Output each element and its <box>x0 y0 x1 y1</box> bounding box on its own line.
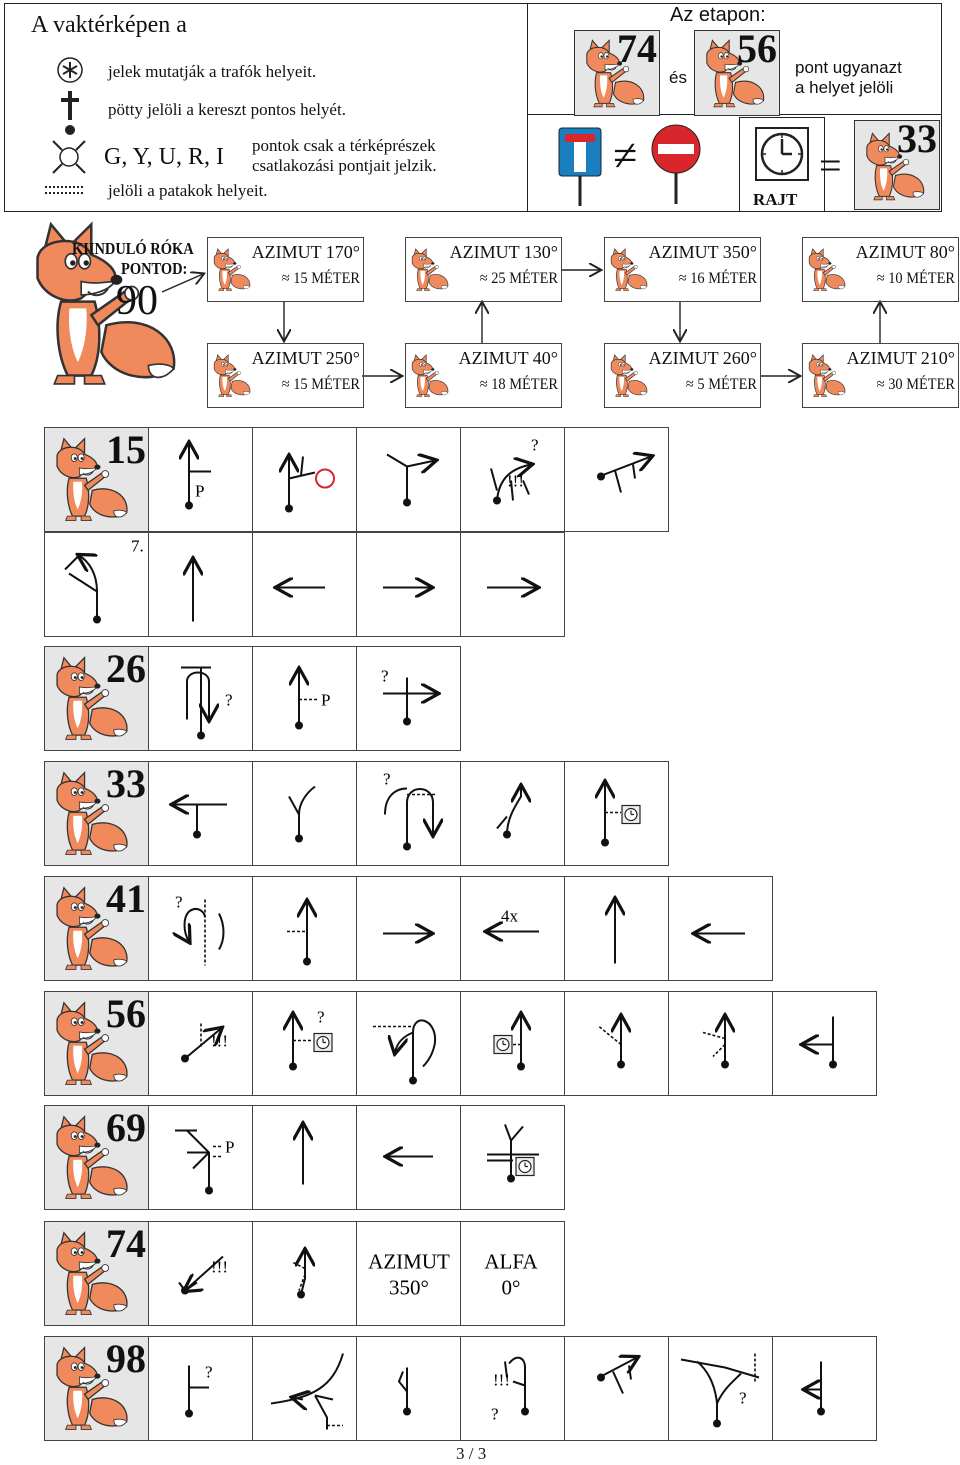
fox-illustration <box>406 346 450 406</box>
route-symbol <box>565 877 669 982</box>
svg-text:0°: 0° <box>501 1275 521 1300</box>
route-symbol <box>357 647 461 752</box>
fox-illustration <box>208 346 252 406</box>
azimuth-distance: ≈ 18 MÉTER <box>479 376 558 393</box>
svg-text:!!!: !!! <box>507 471 524 491</box>
route-symbol <box>149 1106 253 1211</box>
route-symbol-cell <box>772 991 877 1096</box>
route-symbol-cell <box>460 1336 565 1441</box>
legend-line-3b: csatlakozási pontjait jelzik. <box>252 156 437 175</box>
azimuth-step <box>802 343 959 408</box>
legend-letters: G, Y, U, R, I <box>104 144 225 170</box>
azimuth-step <box>207 237 364 302</box>
azimuth-distance: ≈ 5 MÉTER <box>685 376 757 393</box>
row-fox-card <box>44 1221 149 1326</box>
fox-illustration <box>803 240 847 300</box>
route-symbol-cell <box>252 761 357 866</box>
azimuth-angle: AZIMUT 80° <box>855 242 955 262</box>
route-symbol-cell <box>252 646 357 751</box>
svg-text:?: ? <box>531 435 539 455</box>
fox-illustration <box>803 346 847 406</box>
and-label: és <box>669 68 687 87</box>
route-symbol-cell <box>356 427 461 532</box>
azimuth-angle: AZIMUT 260° <box>648 348 757 368</box>
fox-illustration <box>605 346 649 406</box>
row-number: 56 <box>106 991 146 1036</box>
route-symbol-cell <box>356 646 461 751</box>
route-symbol-cell <box>148 1221 253 1326</box>
not-equal-sign: ≠ <box>613 131 638 180</box>
azimuth-angle: AZIMUT 350° <box>648 242 757 262</box>
azimuth-step <box>802 237 959 302</box>
route-symbol <box>149 533 253 638</box>
svg-text:P: P <box>225 1137 235 1157</box>
route-symbol-cell <box>668 876 773 981</box>
route-symbol <box>357 1106 461 1211</box>
route-symbol-cell <box>460 1105 565 1210</box>
route-symbol-cell <box>252 427 357 532</box>
route-symbol-cell <box>148 1105 253 1210</box>
svg-text:?: ? <box>317 1007 325 1027</box>
row-number: 74 <box>106 1221 146 1266</box>
route-symbol <box>253 1106 357 1211</box>
route-symbol <box>565 762 669 867</box>
route-symbol-cell <box>356 991 461 1096</box>
route-symbol <box>669 877 773 982</box>
route-symbol-cell <box>148 646 253 751</box>
svg-text:AZIMUT: AZIMUT <box>368 1249 450 1274</box>
route-symbol <box>357 992 461 1097</box>
azimuth-step <box>207 343 364 408</box>
route-symbol-cell <box>148 991 253 1096</box>
route-symbol-cell <box>252 1221 357 1326</box>
route-symbol <box>149 1337 253 1442</box>
svg-text:?: ? <box>175 892 183 912</box>
route-symbol-cell <box>44 532 149 637</box>
route-symbol <box>253 992 357 1097</box>
route-symbol <box>149 428 253 533</box>
route-symbol-cell <box>252 1336 357 1441</box>
route-symbol-cell <box>356 1336 461 1441</box>
svg-text:P: P <box>321 690 331 710</box>
row-number: 41 <box>106 876 146 921</box>
svg-text:?: ? <box>225 690 233 710</box>
route-symbol <box>773 992 877 1097</box>
row-number: 15 <box>106 427 146 472</box>
route-symbol-cell <box>564 427 669 532</box>
same-place-b: a helyet jelöli <box>795 78 894 97</box>
svg-text:350°: 350° <box>389 1275 429 1300</box>
azimuth-angle: AZIMUT 170° <box>251 242 360 262</box>
route-symbol <box>461 533 565 638</box>
route-symbol-cell <box>772 1336 877 1441</box>
route-symbol-cell <box>564 991 669 1096</box>
route-symbol <box>461 1106 565 1211</box>
row-number: 26 <box>106 646 146 691</box>
route-symbol-cell <box>148 876 253 981</box>
start-label-b: PONTOD: <box>121 259 188 278</box>
route-symbol-cell <box>252 876 357 981</box>
row-fox-card <box>44 1336 149 1441</box>
azimuth-distance: ≈ 16 MÉTER <box>678 270 757 287</box>
route-symbol-cell <box>460 761 565 866</box>
route-symbol <box>149 1222 253 1327</box>
legend-title: A vaktérképen a <box>31 12 187 38</box>
row-fox-card <box>44 646 149 751</box>
svg-text:7.: 7. <box>131 536 144 556</box>
route-symbol <box>669 992 773 1097</box>
route-symbol-cell <box>460 1221 565 1326</box>
route-symbol <box>461 992 565 1097</box>
svg-text:ALFA: ALFA <box>484 1249 538 1274</box>
legend-line-2: pötty jelöli a kereszt pontos helyét. <box>108 100 346 119</box>
azimuth-step <box>405 237 562 302</box>
route-symbol <box>357 1337 461 1442</box>
route-symbol <box>253 1222 357 1327</box>
svg-text:?: ? <box>383 769 391 789</box>
route-symbol <box>357 428 461 533</box>
route-symbol-cell <box>564 876 669 981</box>
route-symbol-cell <box>564 761 669 866</box>
row-fox-card <box>44 991 149 1096</box>
legend-line-1: jelek mutatják a trafók helyeit. <box>108 62 317 81</box>
route-symbol-cell <box>252 532 357 637</box>
fox-card-33-number: 33 <box>897 116 937 161</box>
svg-text:!!!: !!! <box>493 1370 510 1390</box>
route-symbol-cell <box>356 532 461 637</box>
azimuth-distance: ≈ 15 MÉTER <box>281 270 360 287</box>
route-symbol-cell <box>460 876 565 981</box>
route-symbol-cell <box>356 1221 461 1326</box>
route-symbol-cell <box>356 1105 461 1210</box>
route-symbol <box>149 877 253 982</box>
route-symbol <box>357 533 461 638</box>
svg-text:?: ? <box>739 1388 747 1408</box>
azimuth-step <box>405 343 562 408</box>
route-symbol <box>461 762 565 867</box>
fox-illustration <box>605 240 649 300</box>
start-number: 90 <box>116 278 158 324</box>
svg-text:?: ? <box>381 666 389 686</box>
row-fox-card <box>44 876 149 981</box>
azimuth-angle: AZIMUT 130° <box>449 242 558 262</box>
route-symbol <box>565 428 669 533</box>
route-symbol <box>253 877 357 982</box>
route-symbol <box>149 992 253 1097</box>
row-number: 33 <box>106 761 146 806</box>
route-symbol <box>565 992 669 1097</box>
route-symbol <box>357 1222 461 1327</box>
route-symbol <box>461 1337 565 1442</box>
route-symbol-cell <box>460 991 565 1096</box>
fox-illustration <box>208 240 252 300</box>
svg-text:?: ? <box>491 1404 499 1424</box>
legend-line-4: jelöli a patakok helyeit. <box>108 181 268 200</box>
route-symbol-cell <box>148 532 253 637</box>
route-symbol-cell <box>564 1336 669 1441</box>
route-symbol <box>773 1337 877 1442</box>
svg-text:!!!: !!! <box>211 1031 228 1051</box>
route-symbol-cell <box>668 991 773 1096</box>
azimuth-distance: ≈ 15 MÉTER <box>281 376 360 393</box>
route-symbol <box>149 762 253 867</box>
azimuth-distance: ≈ 25 MÉTER <box>479 270 558 287</box>
route-symbol <box>45 533 149 638</box>
route-symbol <box>253 762 357 867</box>
fox-card-74-number: 74 <box>617 26 657 71</box>
row-fox-card <box>44 427 149 532</box>
route-symbol <box>565 1337 669 1442</box>
row-number: 69 <box>106 1105 146 1150</box>
azimuth-step <box>604 237 761 302</box>
route-symbol <box>461 877 565 982</box>
azimuth-distance: ≈ 30 MÉTER <box>876 376 955 393</box>
route-symbol <box>253 1337 357 1442</box>
start-label: RAJT <box>753 190 798 209</box>
route-symbol-cell <box>356 761 461 866</box>
start-label-a: KIINDULÓ RÓKA <box>72 239 194 258</box>
route-symbol <box>357 877 461 982</box>
route-symbol-cell <box>148 427 253 532</box>
stage-title: Az etapon: <box>670 4 766 26</box>
azimuth-step <box>604 343 761 408</box>
svg-text:?: ? <box>205 1362 213 1382</box>
fox-illustration <box>406 240 450 300</box>
row-fox-card <box>44 1105 149 1210</box>
route-symbol-cell <box>148 761 253 866</box>
row-number: 98 <box>106 1336 146 1381</box>
route-symbol-cell <box>460 532 565 637</box>
azimuth-angle: AZIMUT 40° <box>458 348 558 368</box>
same-place-a: pont ugyanazt <box>795 58 902 77</box>
route-symbol <box>253 428 357 533</box>
route-symbol-cell <box>252 991 357 1096</box>
route-symbol-cell <box>668 1336 773 1441</box>
azimuth-angle: AZIMUT 210° <box>846 348 955 368</box>
azimuth-distance: ≈ 10 MÉTER <box>876 270 955 287</box>
svg-text:!!!: !!! <box>211 1257 228 1277</box>
svg-text:4x: 4x <box>501 906 518 926</box>
azimuth-angle: AZIMUT 250° <box>251 348 360 368</box>
route-symbol-cell <box>356 876 461 981</box>
fox-card-56-number: 56 <box>737 26 777 71</box>
route-symbol <box>253 533 357 638</box>
equal-sign: = <box>819 143 842 188</box>
legend-line-3a: pontok csak a térképrészek <box>252 136 436 155</box>
route-symbol <box>669 1337 773 1442</box>
route-symbol <box>253 647 357 752</box>
route-symbol-cell <box>148 1336 253 1441</box>
route-symbol <box>149 647 253 752</box>
route-symbol-cell <box>460 427 565 532</box>
page-number: 3 / 3 <box>456 1444 487 1463</box>
route-symbol <box>461 1222 565 1327</box>
svg-text:P: P <box>195 481 205 501</box>
route-symbol-cell <box>252 1105 357 1210</box>
route-symbol <box>461 428 565 533</box>
route-symbol <box>357 762 461 867</box>
row-fox-card <box>44 761 149 866</box>
